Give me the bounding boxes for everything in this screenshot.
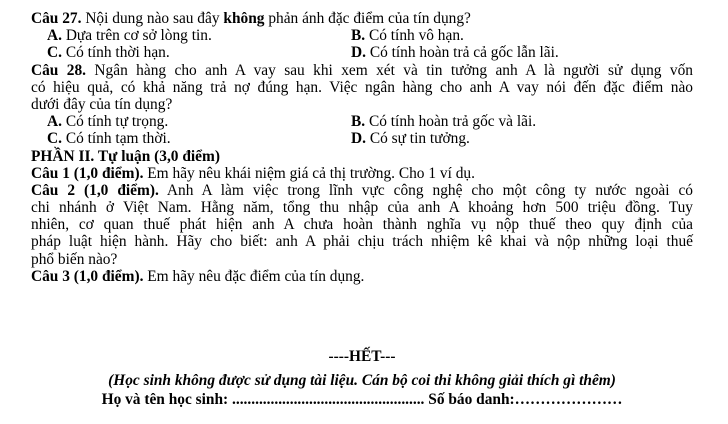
question-text: Em hãy nêu khái niệm giá cả thị trường. Cho 1 ví dụ. bbox=[143, 164, 475, 182]
section-heading: PHẦN II. Tự luận (3,0 điểm) bbox=[31, 147, 220, 165]
question-text: phản ánh đặc điểm của tín dụng? bbox=[264, 10, 471, 27]
question-27 bbox=[31, 10, 693, 27]
question-text: có hiệu quả, có khả năng trả nợ đúng hạn. Việc ngân hàng cho anh A vay nói đến đặc điểm nào bbox=[31, 78, 693, 96]
question-28 bbox=[31, 62, 693, 79]
question-text: Nội dung nào sau đây bbox=[81, 10, 224, 27]
options-row bbox=[31, 113, 693, 130]
essay-question-2 bbox=[31, 182, 693, 199]
essay-question-3 bbox=[31, 268, 693, 285]
name-blank: .................................................. bbox=[232, 391, 425, 408]
options-row bbox=[31, 44, 693, 61]
option-a: A. Có tính tự trọng. bbox=[47, 113, 169, 131]
option-b: B. Có tính vô hạn. bbox=[351, 27, 464, 45]
question-label: Câu 27. bbox=[31, 10, 82, 27]
question-label: Câu 3 (1,0 điểm). bbox=[31, 267, 144, 285]
option-a: A. Dựa trên cơ sở lòng tin. bbox=[47, 27, 212, 45]
end-marker: ----HẾT--- bbox=[328, 348, 396, 365]
options-row bbox=[31, 27, 693, 44]
question-text: Em hãy nêu đặc điểm của tín dụng. bbox=[143, 267, 365, 285]
exam-document bbox=[31, 10, 693, 285]
emphasis-word: không bbox=[223, 10, 265, 27]
option-b: B. Có tính hoàn trả gốc và lãi. bbox=[351, 113, 537, 131]
question-text: dưới đây của tín dụng? bbox=[31, 95, 173, 113]
question-label: Câu 1 (1,0 điểm). bbox=[31, 164, 144, 182]
options-row bbox=[31, 130, 693, 147]
sbd-label: Số báo danh: bbox=[424, 391, 515, 408]
essay-question-1 bbox=[31, 165, 693, 182]
exam-note: (Học sinh không được sử dụng tài liệu. Cán bộ coi thi không giải thích gì thêm) bbox=[108, 372, 616, 389]
sbd-blank: ………………… bbox=[514, 391, 623, 408]
student-info-line bbox=[31, 391, 693, 408]
question-label: Câu 28. bbox=[31, 61, 87, 79]
question-text: Ngân hàng cho anh A vay sau khi xem xét và tin tưởng anh A là người sử dụng vốn bbox=[86, 61, 693, 79]
option-d: D. Có sự tin tưởng. bbox=[351, 130, 470, 148]
question-text: phổ biến nào? bbox=[31, 250, 118, 268]
option-d: D. Có tính hoàn trả cả gốc lẫn lãi. bbox=[351, 44, 559, 62]
question-text: pháp luật hiện hành. Hãy cho biết: anh A phải chịu trách nhiệm kê khai và nộp những loại thuế bbox=[31, 233, 693, 251]
option-c: C. Có tính tạm thời. bbox=[47, 130, 171, 148]
question-text: nhiên, cơ quan thuế phát hiện anh A chưa hoàn thành nghĩa vụ nộp thuế theo quy định của bbox=[31, 216, 693, 234]
question-text: Anh A làm việc trong lĩnh vực công nghệ cho một công ty nước ngoài có bbox=[158, 181, 693, 199]
option-c: C. Có tính thời hạn. bbox=[47, 44, 170, 62]
name-label: Họ và tên học sinh: bbox=[101, 391, 233, 408]
question-text: chi nhánh ở Việt Nam. Hằng năm, tổng thu nhập của anh A khoảng hơn 500 triệu đồng. Tuy bbox=[31, 199, 693, 217]
question-label: Câu 2 (1,0 điểm). bbox=[31, 181, 159, 199]
